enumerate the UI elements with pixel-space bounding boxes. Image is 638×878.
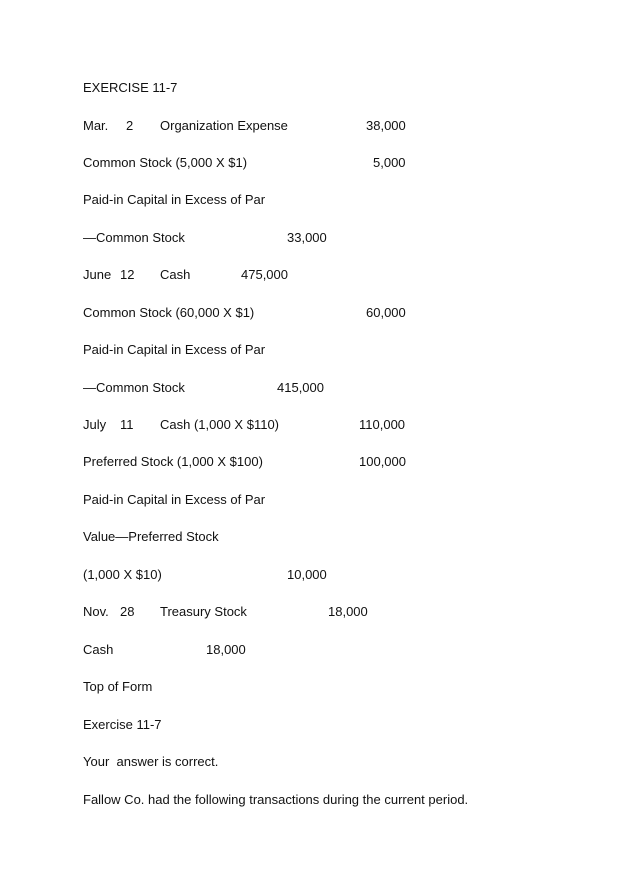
journal-entry-line — [0, 416, 638, 434]
entry-month: June — [83, 267, 112, 282]
journal-entry-line — [0, 491, 638, 509]
entry-account: —Common Stock — [83, 380, 185, 395]
entry-account: (1,000 X $10) — [83, 567, 162, 582]
entry-account: Cash — [83, 642, 114, 657]
entry-amount: 33,000 — [287, 230, 327, 245]
entry-amount: 10,000 — [287, 567, 327, 582]
entry-account: Cash (1,000 X $110) — [160, 417, 279, 432]
journal-entry-line — [0, 453, 638, 471]
journal-entry-line — [0, 117, 638, 135]
entry-day: 11 — [120, 417, 134, 432]
entry-account: Value—Preferred Stock — [83, 529, 219, 544]
answer-status-line — [0, 753, 638, 771]
entry-amount: 38,000 — [366, 118, 406, 133]
document-heading: EXERCISE 11-7 — [83, 80, 178, 95]
entry-month: Nov. — [83, 604, 109, 619]
top-of-form-line — [0, 678, 638, 696]
exercise-label: Exercise 11-7 — [83, 717, 162, 732]
intro-line — [0, 791, 638, 809]
entry-amount: 100,000 — [359, 454, 406, 469]
journal-entry-line — [0, 154, 638, 172]
entry-amount: 415,000 — [277, 380, 324, 395]
exercise-label-line — [0, 716, 638, 734]
entry-account: Organization Expense — [160, 118, 288, 133]
entry-account: Treasury Stock — [160, 604, 247, 619]
answer-status-text: Your answer is correct. — [83, 754, 219, 769]
journal-entry-line — [0, 191, 638, 209]
entry-amount: 5,000 — [373, 155, 406, 170]
journal-entry-line — [0, 528, 638, 546]
entry-month: July — [83, 417, 107, 432]
entry-amount: 18,000 — [206, 642, 246, 657]
entry-amount: 60,000 — [366, 305, 406, 320]
entry-account: —Common Stock — [83, 230, 185, 245]
journal-entry-line — [0, 379, 638, 397]
entry-day: 12 — [120, 267, 135, 282]
journal-entry-line — [0, 304, 638, 322]
entry-month: Mar. — [83, 118, 109, 133]
journal-entry-line — [0, 266, 638, 284]
intro-text: Fallow Co. had the following transactions during the current period. — [83, 792, 469, 807]
entry-account: Preferred Stock (1,000 X $100) — [83, 454, 263, 469]
entry-day: 28 — [120, 604, 135, 619]
entry-amount: 18,000 — [328, 604, 368, 619]
entry-account: Paid-in Capital in Excess of Par — [83, 342, 266, 357]
entry-account: Common Stock (5,000 X $1) — [83, 155, 248, 170]
journal-entry-line — [0, 229, 638, 247]
entry-amount: 475,000 — [241, 267, 288, 282]
entry-account: Paid-in Capital in Excess of Par — [83, 192, 266, 207]
entry-account: Paid-in Capital in Excess of Par — [83, 492, 266, 507]
top-of-form-label: Top of Form — [83, 679, 153, 694]
entry-amount: 110,000 — [359, 417, 406, 432]
journal-entry-line — [0, 566, 638, 584]
entry-day: 2 — [126, 118, 134, 133]
document-heading-line — [0, 79, 638, 97]
journal-entry-line — [0, 603, 638, 621]
entry-account: Common Stock (60,000 X $1) — [83, 305, 255, 320]
journal-entry-line — [0, 341, 638, 359]
journal-entry-line — [0, 641, 638, 659]
entry-account: Cash — [160, 267, 191, 282]
